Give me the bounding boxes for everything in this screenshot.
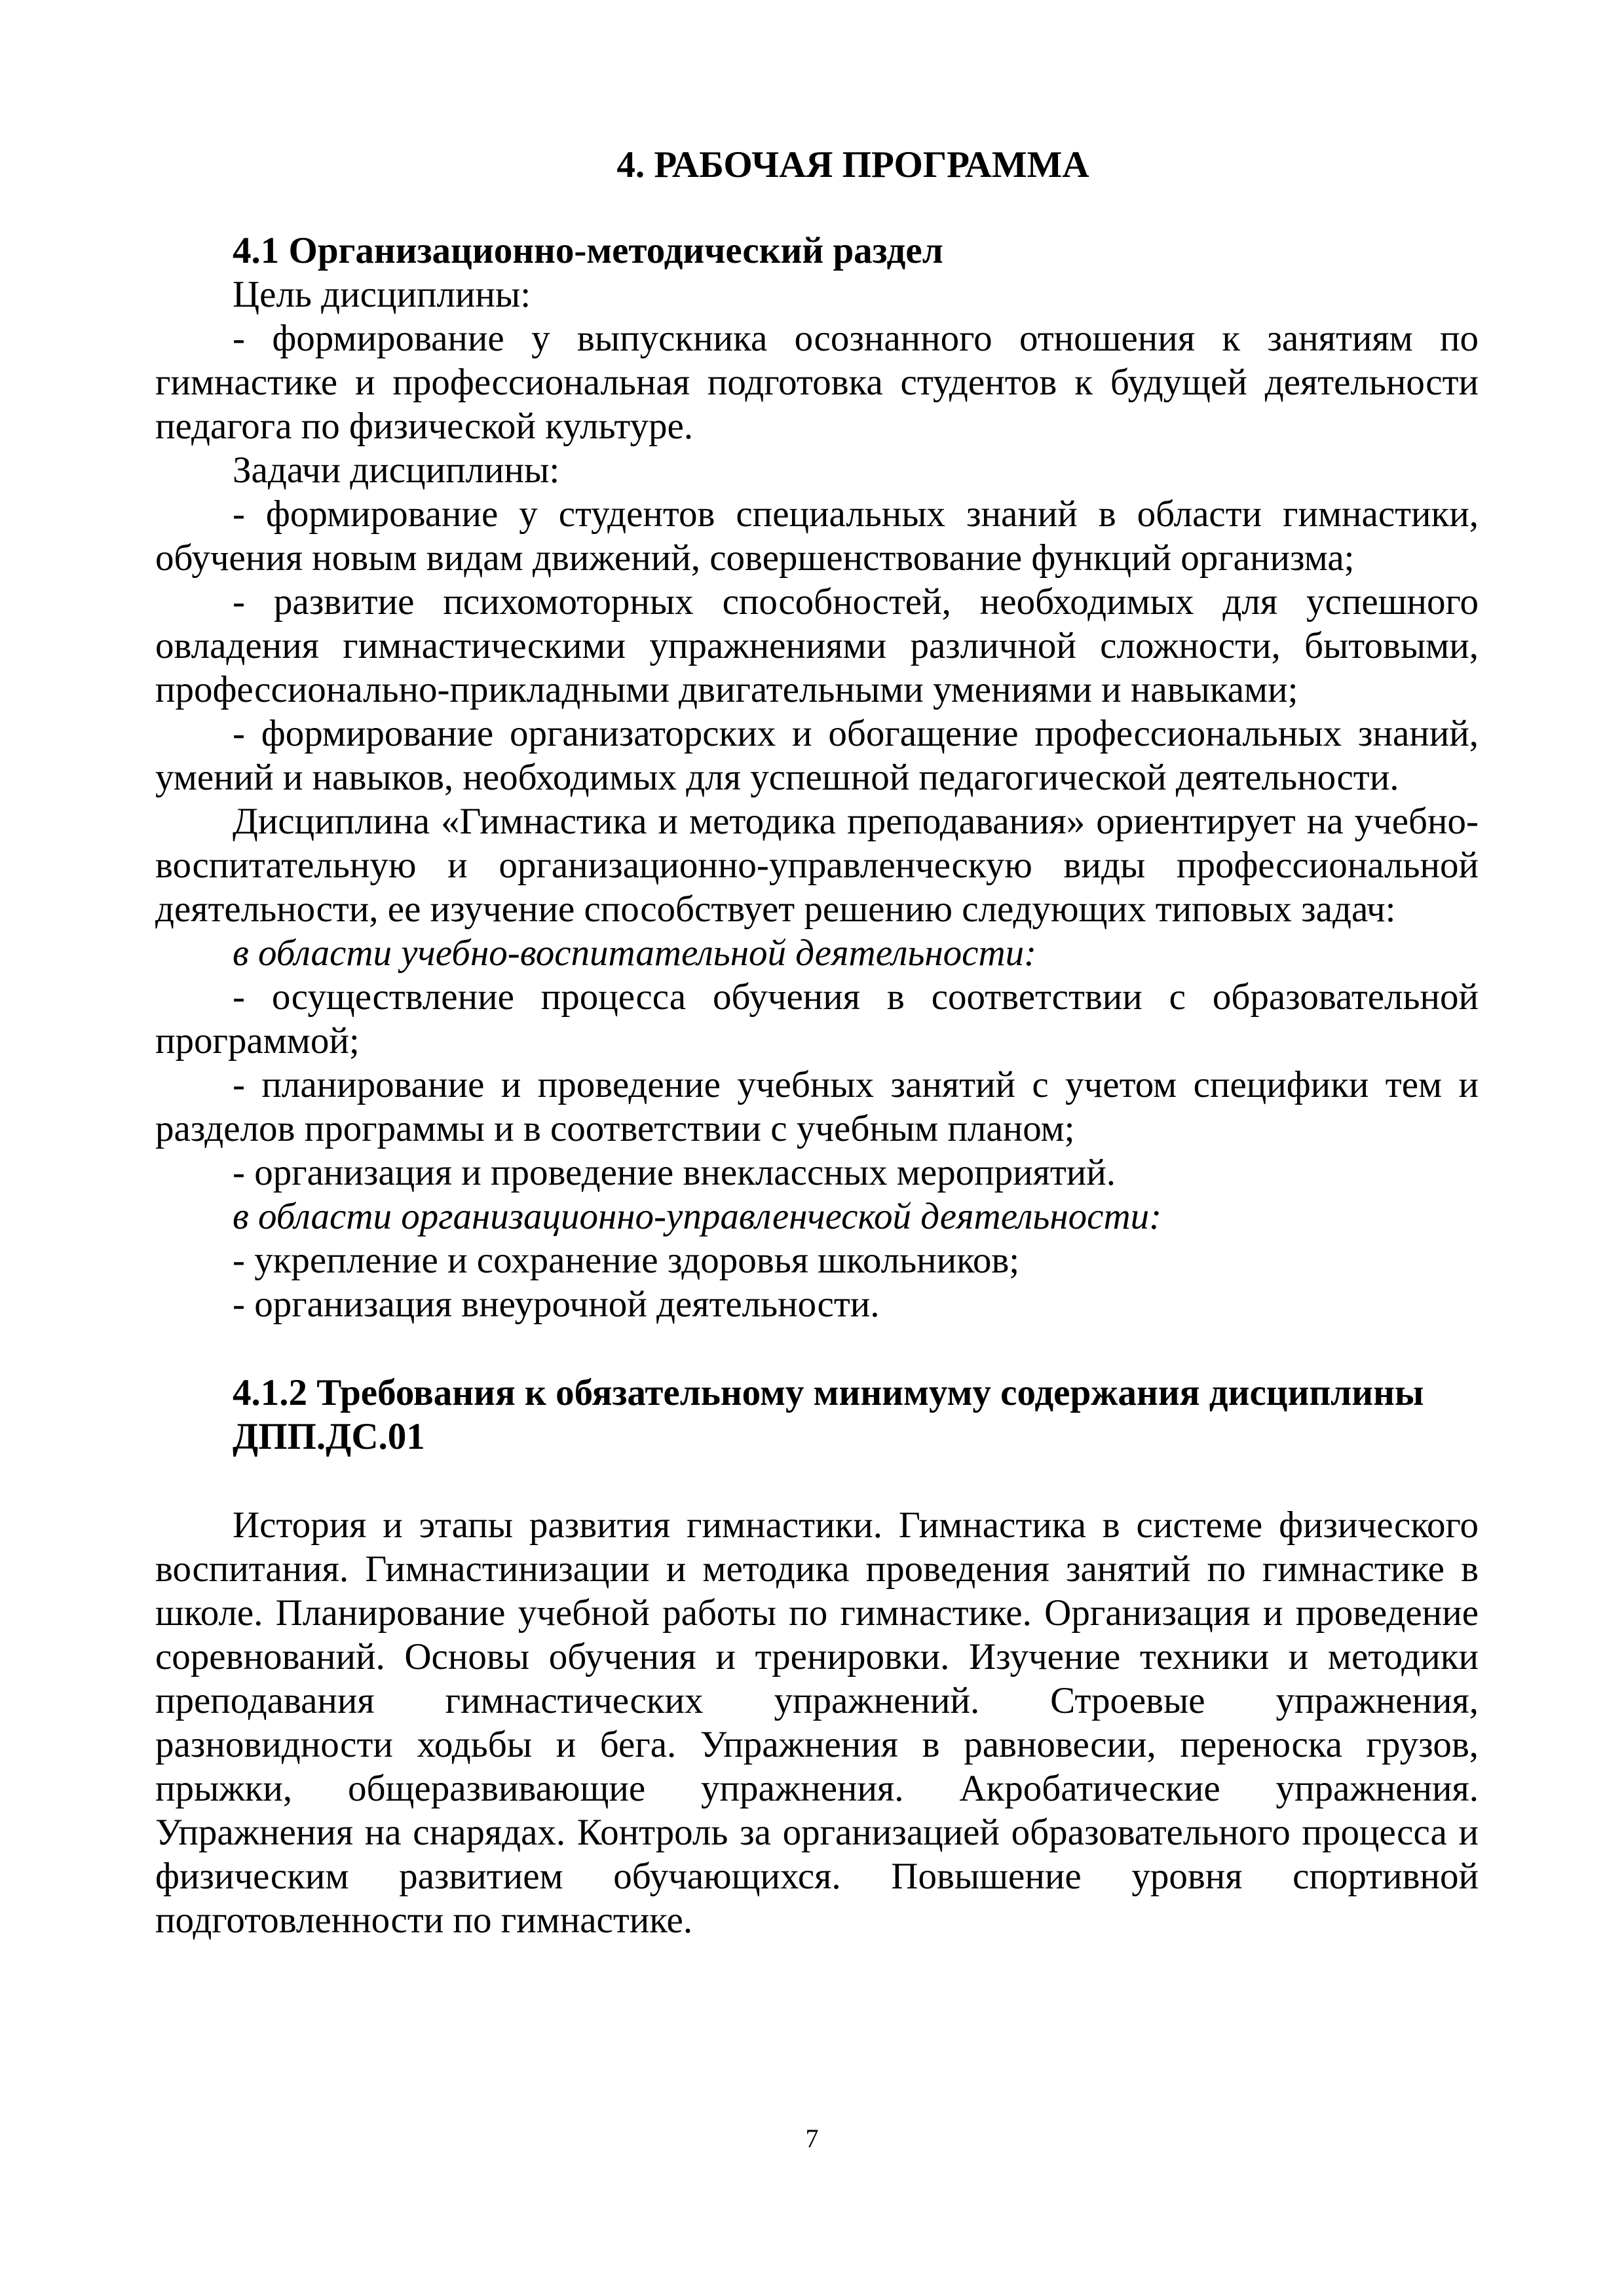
section-412-code: ДПП.ДС.01 [233,1416,425,1457]
area2-item: - организация внеурочной деятельности. [233,1284,880,1325]
area2-item: - укрепление и сохранение здоровья школьников; [233,1240,1020,1281]
tasks-label: Задачи дисциплины: [233,450,560,491]
task-item: - развитие психомоторных способностей, необходимых для успешного овладения гимнастическими упражнениями различной сложности, бытовыми, профессионально-прикладными двигательными умениями и навыками; [155,581,1479,710]
page-title: 4. РАБОЧАЯ ПРОГРАММА [616,144,1089,185]
area1-item: - организация и проведение внеклассных мероприятий. [233,1152,1116,1193]
area1-item: - планирование и проведение учебных занятий с учетом специфики тем и разделов программы и в соответствии с учебным планом; [155,1064,1479,1149]
page-content [155,143,1479,1942]
page-number: 7 [805,2124,819,2153]
goal-text: - формирование у выпускника осознанного отношения к занятиям по гимнастике и профессиональная подготовка студентов к будущей деятельности педагога по физической культуре. [155,318,1479,447]
section-spacer [155,1326,1479,1371]
discipline-paragraph: Дисциплина «Гимнастика и методика преподавания» ориентирует на учебно-воспитательную и организационно-управленческую виды профессиональной деятельности, ее изучение способствует решению следующих типовых задач: [155,801,1479,930]
goal-label: Цель дисциплины: [233,274,531,315]
area2-label: в области организационно-управленческой деятельности: [233,1196,1162,1237]
area1-item: - осуществление процесса обучения в соответствии с образовательной программой; [155,976,1479,1062]
section-412-body: История и этапы развития гимнастики. Гимнастика в системе физического воспитания. Гимнастинизации и методика проведения занятий по гимнастике в школе. Планирование учебной работы по гимнастике. Организация и проведение соревнований. Основы обучения и тренировки. Изучение техники и методики преподавания гимнастических упражнений. Строевые упражнения, разновидности ходьбы и бега. Упражнения в равновесии, переноска грузов, прыжки, общеразвивающие упражнения. Акробатические упражнения. Упражнения на снарядах. Контроль за организацией образовательного процесса и физическим развитием обучающихся. Повышение уровня спортивной подготовленности по гимнастике. [155,1504,1479,1941]
task-item: - формирование у студентов специальных знаний в области гимнастики, обучения новым видам движений, совершенствование функций организма; [155,493,1479,579]
section-41-heading: 4.1 Организационно-методический раздел [233,230,943,271]
task-item: - формирование организаторских и обогащение профессиональных знаний, умений и навыков, необходимых для успешной педагогической деятельности. [155,713,1479,798]
area1-label: в области учебно-воспитательной деятельности: [233,932,1037,974]
section-412-heading: 4.1.2 Требования к обязательному минимуму содержания дисциплины [233,1372,1424,1413]
